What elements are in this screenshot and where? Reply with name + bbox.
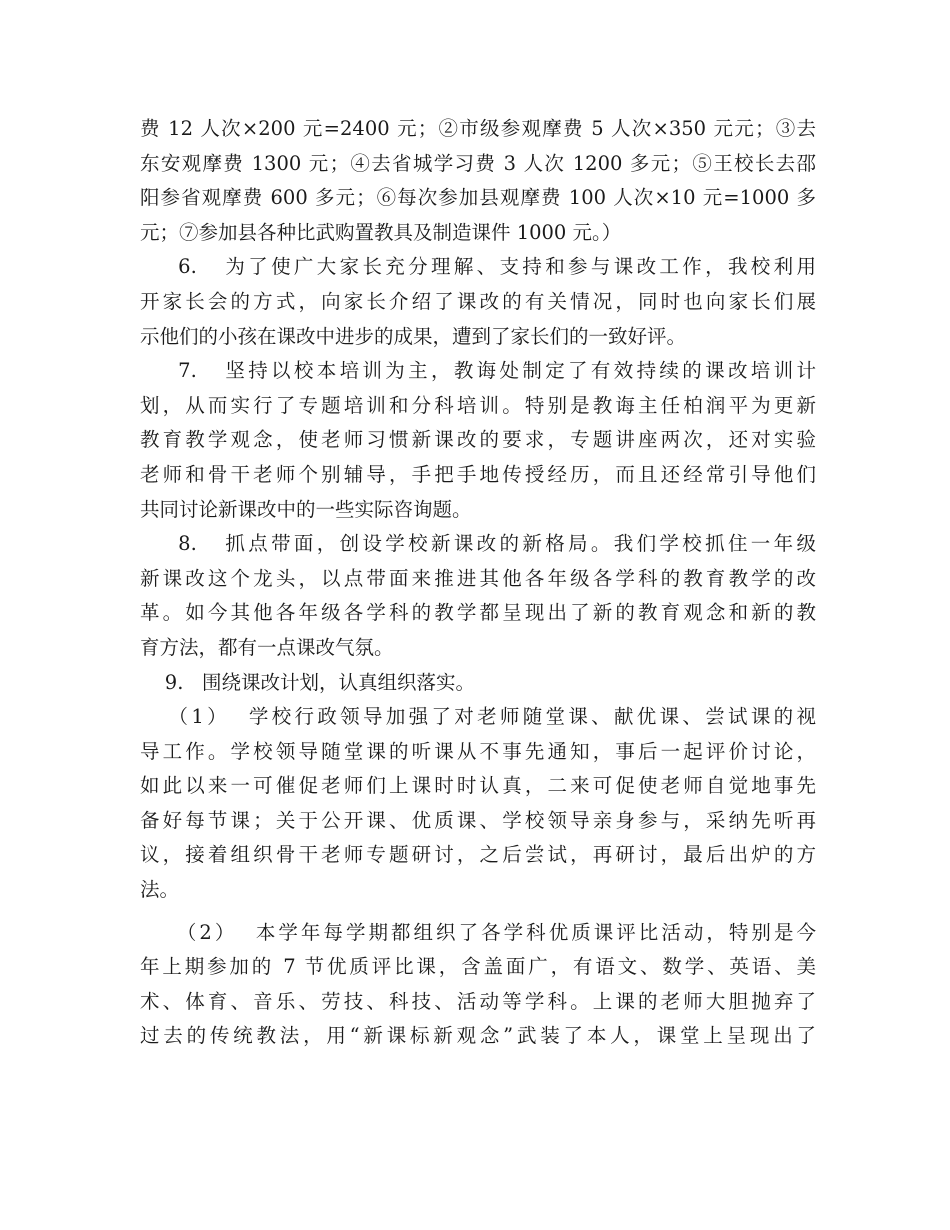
text-line: 共同讨论新课改中的一些实际咨询题。 [140, 497, 472, 521]
text-line: 6. 为了使广大家长充分理解、支持和参与课改工作，我校利用 [140, 255, 816, 279]
text-line: 议，接着组织骨干老师专题研讨，之后尝试，再研讨，最后出炉的方 [140, 843, 816, 867]
text-line: （2） 本学年每学期都组织了各学科优质课评比活动，特别是今 [140, 920, 816, 944]
text-line: 示他们的小孩在课改中进步的成果，遭到了家长们的一致好评。 [140, 324, 687, 348]
text-line: 新课改这个龙头，以点带面来推进其他各年级各学科的教育教学的改 [140, 566, 816, 590]
document-body [140, 112, 816, 1054]
paragraph-item-6 [140, 250, 816, 354]
text-line: 7. 坚持以校本培训为主，教诲处制定了有效持续的课改培训计 [140, 359, 816, 383]
paragraph-item-8 [140, 527, 816, 665]
text-line: 革。如今其他各年级各学科的教学都呈现出了新的教育观念和新的教 [140, 601, 816, 625]
text-line: 教育教学观念，使老师习惯新课改的要求，专题讲座两次，还对实验 [140, 428, 816, 452]
text-line: 开家长会的方式，向家长介绍了课改的有关情况，同时也向家长们展 [140, 289, 816, 313]
text-line: 过去的传统教法，用“新课标新观念”武装了本人，课堂上呈现出了 [140, 1024, 816, 1048]
text-line: 元；⑦参加县各种比武购置教具及制造课件 1000 元。） [140, 220, 622, 244]
text-line: 法。 [140, 878, 180, 902]
text-line: 备好每节课；关于公开课、优质课、学校领导亲身参与，采纳先听再 [140, 808, 816, 832]
text-line: 8. 抓点带面，创设学校新课改的新格局。我们学校抓住一年级 [140, 532, 816, 556]
text-line: （1） 学校行政领导加强了对老师随堂课、献优课、尝试课的视 [140, 705, 816, 729]
text-line: 导工作。学校领导随堂课的听课从不事先通知，事后一起评价讨论， [140, 739, 816, 763]
text-line: 9. 围绕课改计划，认真组织落实。 [140, 670, 475, 694]
paragraph-expenses [140, 112, 816, 250]
text-line: 划，从而实行了专题培训和分科培训。特别是教诲主任柏润平为更新 [140, 393, 816, 417]
paragraph-spacer [140, 908, 816, 916]
text-line: 东安观摩费 1300 元；④去省城学习费 3 人次 1200 多元；⑤王校长去邵 [140, 151, 816, 175]
text-line: 阳参省观摩费 600 多元；⑥每次参加县观摩费 100 人次×10 元=1000 多 [140, 186, 816, 210]
paragraph-sub-2 [140, 916, 816, 1054]
paragraph-item-9 [140, 666, 816, 701]
text-line: 费 12 人次×200 元=2400 元；②市级参观摩费 5 人次×350 元元；③去 [140, 117, 816, 140]
text-line: 术、体育、音乐、劳技、科技、活动等学科。上课的老师大胆抛弃了 [140, 989, 816, 1013]
paragraph-item-7 [140, 354, 816, 527]
text-line: 老师和骨干老师个别辅导，手把手地传授经历，而且还经常引导他们 [140, 462, 816, 486]
paragraph-sub-1 [140, 700, 816, 908]
text-line: 年上期参加的 7 节优质评比课，含盖面广，有语文、数学、英语、美 [140, 955, 816, 979]
text-line: 育方法，都有一点课改气氛。 [140, 635, 394, 659]
text-line: 如此以来一可催促老师们上课时时认真，二来可促使老师自觉地事先 [140, 774, 816, 798]
